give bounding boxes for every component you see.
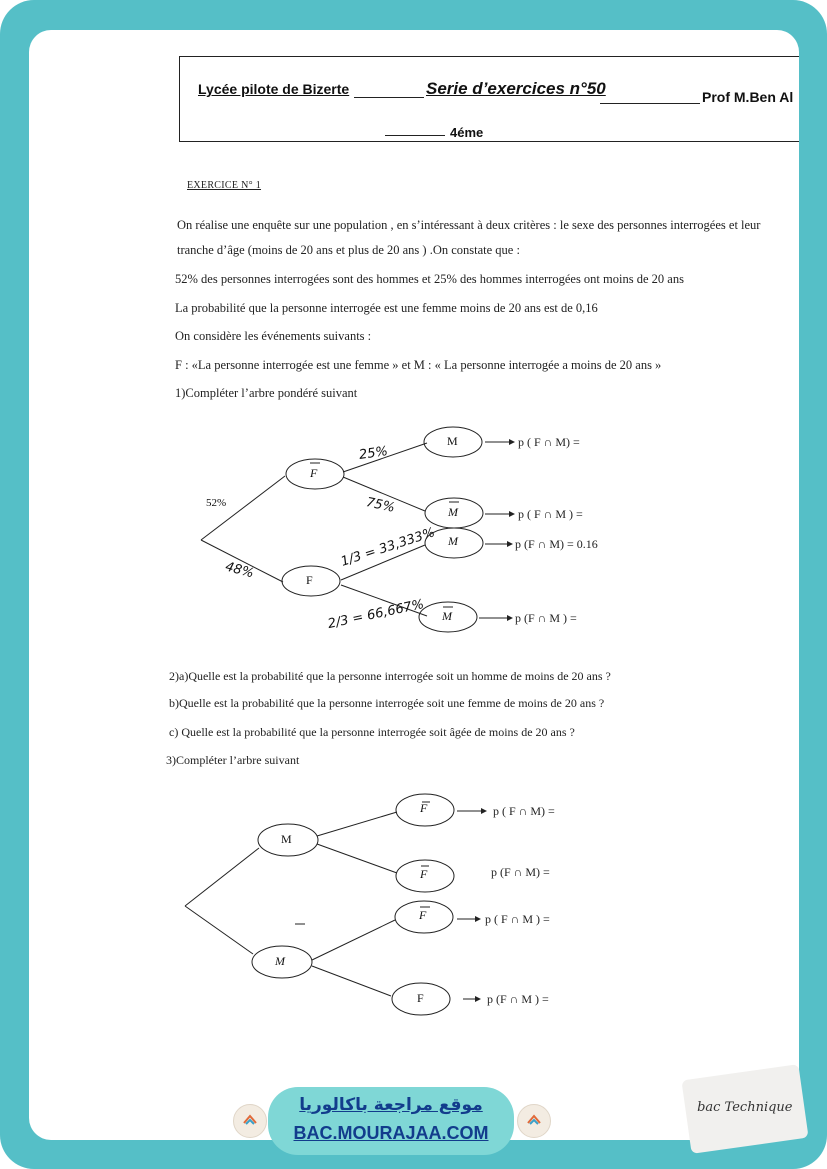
tree1-result: p ( F ∩ M ) = <box>518 507 583 521</box>
tree2-branch <box>312 966 391 996</box>
intro-line: tranche d’âge (moins de 20 ans et plus de 20 ans ) .On constate que : <box>177 243 520 257</box>
tree1-node-mbar2-label: M <box>442 609 452 623</box>
school-name: Lycée pilote de Bizerte <box>198 81 350 97</box>
tree2-result: p (F ∩ M ) = <box>487 992 549 1006</box>
tree2-node-m-label: M <box>281 832 292 846</box>
site-logo-icon <box>233 1104 267 1138</box>
arrow-head-icon <box>475 916 481 922</box>
tree1-node-fbar-label: F <box>310 466 318 480</box>
tree2-branch-m <box>185 848 259 906</box>
tree2-result: p ( F ∩ M) = <box>493 804 555 818</box>
question: 2)a)Quelle est la probabilité que la personne interrogée soit un homme de moins de 20 ans ? <box>169 669 611 683</box>
tree1-weight-f-m: 1/3 = 33,333% <box>339 525 437 570</box>
arrow-head-icon <box>475 996 481 1002</box>
intro-line: F : «La personne interrogée est une femme » et M : « La personne interrogée a moins de 20 ans » <box>175 358 662 372</box>
question: c) Quelle est la probabilité que la personne interrogée soit âgée de moins de 20 ans ? <box>169 725 575 739</box>
intro-line: La probabilité que la personne interrogée est une femme moins de 20 ans est de 0,16 <box>175 301 598 315</box>
worksheet-page <box>29 30 799 1140</box>
arrow-head-icon <box>481 808 487 814</box>
tree2-result: p (F ∩ M) = <box>491 865 550 879</box>
tree2-node-label: F <box>420 801 428 815</box>
site-logo-icon <box>517 1104 551 1138</box>
tree1-weight-fbar-m: 25% <box>358 444 389 463</box>
site-banner[interactable] <box>268 1087 514 1155</box>
question: 3)Compléter l’arbre suivant <box>166 753 300 767</box>
tree2-node-label: F <box>419 908 427 922</box>
tree2-branch <box>312 920 395 960</box>
tree2-branch <box>317 844 397 873</box>
probability-tree-2 <box>29 30 799 1140</box>
tree2-node-mbar-label: M <box>275 954 285 968</box>
banner-url-link[interactable]: BAC.MOURAJAA.COM <box>293 1123 489 1143</box>
tree1-weight-fbar: 52% <box>206 497 227 509</box>
intro-line: On réalise une enquête sur une population , en s’intéressant à deux critères : le sexe des personnes interrogées et leur <box>177 218 761 232</box>
intro-line: 1)Compléter l’arbre pondéré suivant <box>175 386 358 400</box>
tree2-node-label: F <box>420 867 428 881</box>
tree1-node-m-label: M <box>447 434 458 448</box>
tree2-branch <box>317 812 397 836</box>
tree2-result: p ( F ∩ M ) = <box>485 912 550 926</box>
class-level: 4éme <box>450 125 484 140</box>
tree1-result: p (F ∩ M) = 0.16 <box>515 537 598 551</box>
stamp-text: bac Technique <box>697 1100 793 1116</box>
tree1-weight-f-mbar: 2/3 = 66,667% <box>326 596 426 633</box>
exercise-title: EXERCICE N° 1 <box>187 180 262 191</box>
teacher-name: Prof M.Ben Al <box>702 89 794 105</box>
intro-line: 52% des personnes interrogées sont des hommes et 25% des hommes interrogées ont moins de 20 ans <box>175 272 684 286</box>
intro-line: On considère les événements suivants : <box>175 329 372 343</box>
banner-arabic-title[interactable]: موقع مراجعة باكالوريا <box>299 1095 483 1115</box>
tree1-result: p ( F ∩ M) = <box>518 435 580 449</box>
tree1-result: p (F ∩ M ) = <box>515 611 577 625</box>
tree1-node-mbar-label: M <box>448 505 458 519</box>
worksheet-title: Serie d’exercices n°50 <box>426 79 606 98</box>
tree2-node-label: F <box>417 991 424 1005</box>
tree2-branch-mbar <box>185 906 253 954</box>
tree1-weight-fbar-mbar: 75% <box>364 495 397 516</box>
tree1-node-m2-label: M <box>448 534 458 548</box>
tree1-weight-f: 48% <box>223 559 256 582</box>
question: b)Quelle est la probabilité que la personne interrogée soit une femme de moins de 20 ans ? <box>169 696 605 710</box>
tree1-node-f-label: F <box>306 573 313 587</box>
